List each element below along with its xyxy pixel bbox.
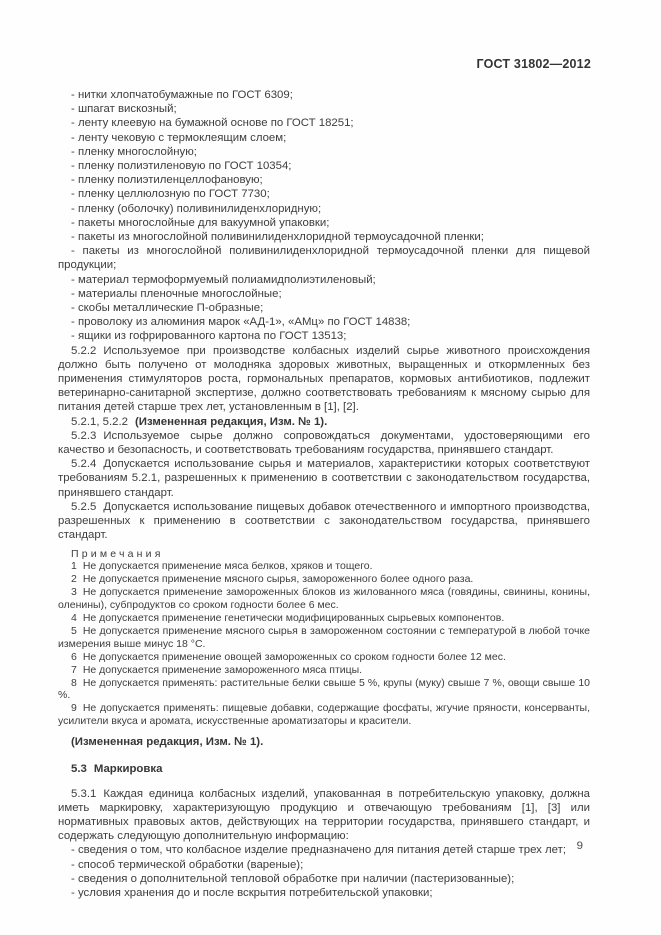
page-number: 9 bbox=[576, 840, 583, 852]
list-item: - ленту чековую с термоклеящим слоем; bbox=[71, 131, 287, 144]
list-item: - пленку полиэтиленовую по ГОСТ 10354; bbox=[71, 160, 292, 173]
note-text: Не допускается применение овощей замороженных со сроком годности более 12 мес. bbox=[82, 650, 506, 663]
list-item: - материал термоформуемый полиамидполиэтиленовый; bbox=[71, 273, 376, 286]
notes-list bbox=[58, 560, 590, 728]
document-content bbox=[58, 88, 590, 900]
list-item: - пакеты из многослойной поливинилиденхлоридной термоусадочной пленки для пищевой продукции; bbox=[58, 245, 590, 272]
note-item bbox=[58, 573, 590, 586]
note-text: Не допускается применение мяса белков, хряков и тощего. bbox=[82, 560, 373, 573]
list-item: - материалы пленочные многослойные; bbox=[71, 287, 282, 300]
marking-bullet-list bbox=[58, 843, 590, 900]
list-item: - шпагат вискозный; bbox=[71, 103, 177, 116]
list-item: - скобы металлические П-образные; bbox=[71, 302, 264, 315]
note-number: 8 bbox=[71, 676, 77, 689]
note-item bbox=[58, 702, 590, 728]
note-number: 5 bbox=[71, 624, 77, 637]
clause-5-2-4 bbox=[58, 457, 590, 500]
note-item bbox=[58, 625, 590, 651]
clause-number: 5.2.3 bbox=[71, 429, 97, 442]
section-heading-5-3 bbox=[58, 762, 590, 776]
amendment-standalone: (Измененная редакция, Изм. № 1). bbox=[71, 736, 264, 749]
amendment-line bbox=[58, 415, 590, 429]
list-item: - ящики из гофрированного картона по ГОСТ 13513; bbox=[71, 330, 347, 343]
note-number: 3 bbox=[71, 586, 77, 599]
clause-number: 5.2.1, 5.2.2 bbox=[71, 415, 128, 428]
clause-number: 5.3.1 bbox=[71, 787, 97, 800]
list-item: - ленту клеевую на бумажной основе по ГОСТ 18251; bbox=[71, 117, 354, 130]
list-item: - способ термической обработки (вареные); bbox=[71, 858, 304, 871]
note-text: Не допускается применение мясного сырья в замороженном состоянии с температурой в любой точке измерения выше минус 18 °С. bbox=[58, 624, 590, 650]
clause-text: Допускается использование пищевых добавок отечественного и импортного производства, разрешенных к применению в соответствии с законодательством государства, принявшего стандарт. bbox=[58, 500, 590, 542]
notes-title: Примечания bbox=[71, 547, 164, 560]
note-text: Не допускается применение мясного сырья, замороженного более одного раза. bbox=[82, 573, 474, 586]
note-number: 1 bbox=[71, 560, 77, 573]
note-number: 7 bbox=[71, 663, 77, 676]
clause-5-2-2 bbox=[58, 344, 590, 415]
clause-text: Каждая единица колбасных изделий, упакованная в потребительскую упаковку, должна иметь маркировку, характеризующую продукцию и отвечающую требованиям [1], [3] или нормативных правовых актов, действующих на территории государства, принявшего стандарт, и содержать следующую дополнительную информацию: bbox=[58, 787, 590, 843]
note-item bbox=[58, 651, 590, 664]
list-item: - пленку полиэтиленцеллофановую; bbox=[71, 174, 263, 187]
clause-text: Допускается использование сырья и материалов, характеристики которых соответствуют требованиям 5.2.1, разрешенных к применению в соответствии с законодательством государства, принявшего стандарт. bbox=[58, 458, 590, 499]
note-item bbox=[58, 560, 590, 573]
clause-5-2-5 bbox=[58, 500, 590, 543]
list-item: - проволоку из алюминия марок «АД-1», «АМц» по ГОСТ 14838; bbox=[71, 316, 411, 329]
list-item: - пленку целлюлозную по ГОСТ 7730; bbox=[71, 188, 270, 201]
note-text: Не допускается применять: растительные белки свыше 5 %, крупы (муку) свыше 7 %, овощи свыше 10 %. bbox=[58, 676, 590, 702]
note-item bbox=[58, 586, 590, 612]
note-number: 4 bbox=[71, 612, 77, 625]
note-text: Не допускается применение замороженных блоков из жилованного мяса (говядины, свинины, конины, оленины), субпродуктов со сроком годности более 6 мес. bbox=[58, 586, 590, 612]
note-text: Не допускается применять: пищевые добавки, содержащие фосфаты, жгучие пряности, консерванты, усилители вкуса и аромата, искусственные ароматизаторы и красители. bbox=[58, 702, 590, 728]
amendment-text: (Измененная редакция, Изм. № 1). bbox=[135, 415, 328, 428]
note-number: 2 bbox=[71, 573, 77, 586]
list-item: - пакеты многослойные для вакуумной упаковки; bbox=[71, 216, 330, 229]
note-text: Не допускается применение замороженного мяса птицы. bbox=[82, 663, 363, 676]
list-item: - сведения о том, что колбасное изделие предназначено для питания детей старше трех лет; bbox=[71, 844, 567, 857]
list-item: - сведения о дополнительной тепловой обработке при наличии (пастеризованные); bbox=[71, 872, 515, 885]
list-item: - нитки хлопчатобумажные по ГОСТ 6309; bbox=[71, 89, 293, 101]
clause-number: 5.2.4 bbox=[71, 458, 97, 471]
note-number: 9 bbox=[71, 702, 77, 715]
note-item bbox=[58, 664, 590, 677]
list-item: - пленку многослойную; bbox=[71, 145, 197, 158]
note-text: Не допускается применение генетически модифицированных сырьевых компонентов. bbox=[82, 612, 505, 625]
list-item: - пленку (оболочку) поливинилиденхлоридную; bbox=[71, 202, 322, 215]
clause-number: 5.2.5 bbox=[71, 500, 97, 513]
clause-text: Используемое сырье должно сопровождаться документами, удостоверяющими его качество и безопасность, и соответствовать требованиям государства, принявшего стандарт. bbox=[58, 429, 590, 457]
clause-5-3-1 bbox=[58, 787, 590, 844]
clause-text: Используемое при производстве колбасных изделий сырье животного происхождения должно быть получено от молодняка здоровых животных, выращенных и откормленных без применения стимуляторов роста, гормональных препаратов, кормовых антибиотиков, подлежит ветеринарно-санитарной экспертизе, должно соответствовать требованиям к мясному сырью для питания детей старше трех лет, установленным в [1], [2]. bbox=[58, 344, 590, 414]
clause-5-2-3 bbox=[58, 429, 590, 457]
note-item bbox=[58, 677, 590, 703]
list-item: - пакеты из многослойной поливинилиденхлоридной термоусадочной пленки; bbox=[71, 231, 484, 244]
notes-section bbox=[58, 548, 590, 729]
document-header: ГОСТ 31802—2012 bbox=[476, 57, 591, 71]
materials-list bbox=[58, 88, 590, 344]
note-number: 6 bbox=[71, 650, 77, 663]
section-number: 5.3 bbox=[71, 763, 87, 776]
note-item bbox=[58, 612, 590, 625]
list-item: - условия хранения до и после вскрытия потребительской упаковки; bbox=[71, 887, 433, 900]
clause-number: 5.2.2 bbox=[71, 344, 97, 357]
section-title: Маркировка bbox=[93, 763, 163, 776]
